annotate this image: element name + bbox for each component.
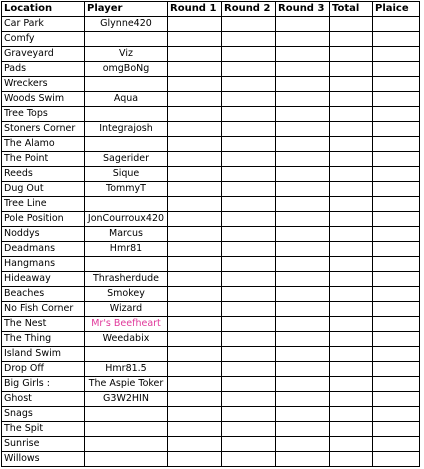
- plaice-cell: [373, 152, 420, 167]
- round-2-cell: [222, 47, 276, 62]
- round-3-cell: [276, 62, 330, 77]
- round-3-cell: [276, 92, 330, 107]
- total-cell: [330, 392, 373, 407]
- round-3-cell: [276, 377, 330, 392]
- plaice-cell: [373, 332, 420, 347]
- table-row: [2, 62, 420, 77]
- round-2-cell: [222, 272, 276, 287]
- round-2-cell: [222, 107, 276, 122]
- player-cell: Viz: [85, 47, 168, 62]
- round-3-cell: [276, 152, 330, 167]
- player-cell: [85, 77, 168, 92]
- round-1-cell: [168, 227, 222, 242]
- location-cell: Ghost: [2, 392, 85, 407]
- plaice-cell: [373, 32, 420, 47]
- round-2-cell: [222, 32, 276, 47]
- total-cell: [330, 62, 373, 77]
- round-1-cell: [168, 107, 222, 122]
- table-row: [2, 32, 420, 47]
- total-cell: [330, 422, 373, 437]
- location-cell: Wreckers: [2, 77, 85, 92]
- round-2-cell: [222, 92, 276, 107]
- table-row: [2, 257, 420, 272]
- header-player: Player: [85, 2, 168, 17]
- total-cell: [330, 47, 373, 62]
- location-cell: Hideaway: [2, 272, 85, 287]
- round-2-cell: [222, 242, 276, 257]
- table-row: [2, 152, 420, 167]
- round-2-cell: [222, 407, 276, 422]
- plaice-cell: [373, 47, 420, 62]
- round-3-cell: [276, 452, 330, 467]
- plaice-cell: [373, 347, 420, 362]
- table-row: [2, 137, 420, 152]
- total-cell: [330, 302, 373, 317]
- round-3-cell: [276, 302, 330, 317]
- plaice-cell: [373, 122, 420, 137]
- total-cell: [330, 122, 373, 137]
- player-cell: [85, 257, 168, 272]
- fishing-draw-table: [1, 1, 420, 467]
- header-round-1: Round 1: [168, 2, 222, 17]
- location-cell: Island Swim: [2, 347, 85, 362]
- round-1-cell: [168, 362, 222, 377]
- header-total: Total: [330, 2, 373, 17]
- location-cell: Big Girls :: [2, 377, 85, 392]
- plaice-cell: [373, 362, 420, 377]
- location-cell: Comfy: [2, 32, 85, 47]
- total-cell: [330, 32, 373, 47]
- total-cell: [330, 317, 373, 332]
- location-cell: The Thing: [2, 332, 85, 347]
- round-1-cell: [168, 77, 222, 92]
- plaice-cell: [373, 422, 420, 437]
- player-cell: Sique: [85, 167, 168, 182]
- round-2-cell: [222, 17, 276, 32]
- location-cell: Willows: [2, 452, 85, 467]
- table-row: [2, 317, 420, 332]
- plaice-cell: [373, 182, 420, 197]
- round-3-cell: [276, 347, 330, 362]
- location-cell: The Spit: [2, 422, 85, 437]
- round-1-cell: [168, 257, 222, 272]
- plaice-cell: [373, 167, 420, 182]
- total-cell: [330, 107, 373, 122]
- round-2-cell: [222, 287, 276, 302]
- table-row: [2, 17, 420, 32]
- round-3-cell: [276, 407, 330, 422]
- round-2-cell: [222, 362, 276, 377]
- round-3-cell: [276, 182, 330, 197]
- round-2-cell: [222, 212, 276, 227]
- player-cell: [85, 347, 168, 362]
- round-2-cell: [222, 302, 276, 317]
- total-cell: [330, 152, 373, 167]
- location-cell: The Alamo: [2, 137, 85, 152]
- round-3-cell: [276, 167, 330, 182]
- round-2-cell: [222, 122, 276, 137]
- total-cell: [330, 242, 373, 257]
- round-1-cell: [168, 47, 222, 62]
- table-row: [2, 122, 420, 137]
- round-3-cell: [276, 287, 330, 302]
- plaice-cell: [373, 302, 420, 317]
- location-cell: Deadmans: [2, 242, 85, 257]
- total-cell: [330, 362, 373, 377]
- round-3-cell: [276, 332, 330, 347]
- round-2-cell: [222, 182, 276, 197]
- round-3-cell: [276, 437, 330, 452]
- round-1-cell: [168, 242, 222, 257]
- player-cell: Weedabix: [85, 332, 168, 347]
- round-1-cell: [168, 287, 222, 302]
- total-cell: [330, 347, 373, 362]
- player-cell: Marcus: [85, 227, 168, 242]
- table-body: [2, 17, 420, 467]
- header-row: [2, 2, 420, 17]
- table-row: [2, 332, 420, 347]
- table-row: [2, 92, 420, 107]
- total-cell: [330, 197, 373, 212]
- header-round-3: Round 3: [276, 2, 330, 17]
- round-3-cell: [276, 272, 330, 287]
- round-1-cell: [168, 332, 222, 347]
- table-row: [2, 422, 420, 437]
- round-1-cell: [168, 212, 222, 227]
- total-cell: [330, 287, 373, 302]
- player-cell: [85, 107, 168, 122]
- player-cell: [85, 437, 168, 452]
- round-3-cell: [276, 257, 330, 272]
- round-1-cell: [168, 17, 222, 32]
- round-3-cell: [276, 317, 330, 332]
- player-cell: Aqua: [85, 92, 168, 107]
- plaice-cell: [373, 437, 420, 452]
- header-plaice: Plaice: [373, 2, 420, 17]
- total-cell: [330, 17, 373, 32]
- table-row: [2, 242, 420, 257]
- round-2-cell: [222, 347, 276, 362]
- location-cell: The Nest: [2, 317, 85, 332]
- location-cell: Stoners Corner: [2, 122, 85, 137]
- table-row: [2, 362, 420, 377]
- round-2-cell: [222, 77, 276, 92]
- round-3-cell: [276, 392, 330, 407]
- round-2-cell: [222, 62, 276, 77]
- plaice-cell: [373, 287, 420, 302]
- location-cell: Tree Tops: [2, 107, 85, 122]
- plaice-cell: [373, 77, 420, 92]
- player-cell: Thrasherdude: [85, 272, 168, 287]
- total-cell: [330, 332, 373, 347]
- total-cell: [330, 227, 373, 242]
- player-cell: [85, 422, 168, 437]
- round-1-cell: [168, 377, 222, 392]
- plaice-cell: [373, 107, 420, 122]
- round-3-cell: [276, 197, 330, 212]
- player-cell: TommyT: [85, 182, 168, 197]
- table-row: [2, 182, 420, 197]
- plaice-cell: [373, 452, 420, 467]
- round-1-cell: [168, 137, 222, 152]
- location-cell: Beaches: [2, 287, 85, 302]
- round-2-cell: [222, 152, 276, 167]
- round-1-cell: [168, 197, 222, 212]
- table-row: [2, 47, 420, 62]
- round-2-cell: [222, 317, 276, 332]
- total-cell: [330, 257, 373, 272]
- location-cell: Woods Swim: [2, 92, 85, 107]
- round-1-cell: [168, 452, 222, 467]
- total-cell: [330, 92, 373, 107]
- location-cell: Drop Off: [2, 362, 85, 377]
- plaice-cell: [373, 17, 420, 32]
- player-cell: [85, 32, 168, 47]
- round-1-cell: [168, 182, 222, 197]
- location-cell: Graveyard: [2, 47, 85, 62]
- plaice-cell: [373, 92, 420, 107]
- total-cell: [330, 212, 373, 227]
- table-row: [2, 347, 420, 362]
- round-2-cell: [222, 377, 276, 392]
- location-cell: Tree Line: [2, 197, 85, 212]
- total-cell: [330, 407, 373, 422]
- plaice-cell: [373, 392, 420, 407]
- player-cell: JonCourroux420: [85, 212, 168, 227]
- total-cell: [330, 377, 373, 392]
- round-3-cell: [276, 422, 330, 437]
- plaice-cell: [373, 317, 420, 332]
- round-1-cell: [168, 272, 222, 287]
- location-cell: Dug Out: [2, 182, 85, 197]
- total-cell: [330, 77, 373, 92]
- round-3-cell: [276, 32, 330, 47]
- plaice-cell: [373, 137, 420, 152]
- player-cell: Wizard: [85, 302, 168, 317]
- table-row: [2, 272, 420, 287]
- round-3-cell: [276, 47, 330, 62]
- total-cell: [330, 437, 373, 452]
- round-3-cell: [276, 362, 330, 377]
- total-cell: [330, 272, 373, 287]
- player-cell: Glynne420: [85, 17, 168, 32]
- round-2-cell: [222, 452, 276, 467]
- round-1-cell: [168, 437, 222, 452]
- table-row: [2, 437, 420, 452]
- round-1-cell: [168, 392, 222, 407]
- total-cell: [330, 452, 373, 467]
- plaice-cell: [373, 407, 420, 422]
- plaice-cell: [373, 227, 420, 242]
- table-row: [2, 377, 420, 392]
- table-row: [2, 392, 420, 407]
- location-cell: The Point: [2, 152, 85, 167]
- header-round-2: Round 2: [222, 2, 276, 17]
- plaice-cell: [373, 242, 420, 257]
- table-row: [2, 197, 420, 212]
- total-cell: [330, 137, 373, 152]
- round-2-cell: [222, 422, 276, 437]
- round-2-cell: [222, 167, 276, 182]
- table-row: [2, 287, 420, 302]
- player-cell: [85, 197, 168, 212]
- plaice-cell: [373, 377, 420, 392]
- location-cell: Hangmans: [2, 257, 85, 272]
- plaice-cell: [373, 257, 420, 272]
- player-cell: [85, 407, 168, 422]
- round-2-cell: [222, 227, 276, 242]
- round-3-cell: [276, 17, 330, 32]
- plaice-cell: [373, 272, 420, 287]
- round-1-cell: [168, 302, 222, 317]
- player-cell: [85, 137, 168, 152]
- player-cell: G3W2HIN: [85, 392, 168, 407]
- player-cell: Hmr81: [85, 242, 168, 257]
- table-row: [2, 452, 420, 467]
- player-cell: Hmr81.5: [85, 362, 168, 377]
- player-cell: [85, 452, 168, 467]
- location-cell: Sunrise: [2, 437, 85, 452]
- round-2-cell: [222, 137, 276, 152]
- player-cell: omgBoNg: [85, 62, 168, 77]
- location-cell: Car Park: [2, 17, 85, 32]
- location-cell: Pole Position: [2, 212, 85, 227]
- round-3-cell: [276, 107, 330, 122]
- round-1-cell: [168, 152, 222, 167]
- location-cell: Pads: [2, 62, 85, 77]
- header-location: Location: [2, 2, 85, 17]
- player-cell: Integrajosh: [85, 122, 168, 137]
- plaice-cell: [373, 197, 420, 212]
- round-1-cell: [168, 407, 222, 422]
- round-3-cell: [276, 242, 330, 257]
- round-1-cell: [168, 317, 222, 332]
- round-1-cell: [168, 62, 222, 77]
- player-cell: Smokey: [85, 287, 168, 302]
- round-1-cell: [168, 122, 222, 137]
- total-cell: [330, 182, 373, 197]
- player-cell: The Aspie Toker: [85, 377, 168, 392]
- player-cell: Sagerider: [85, 152, 168, 167]
- round-2-cell: [222, 197, 276, 212]
- location-cell: Reeds: [2, 167, 85, 182]
- round-2-cell: [222, 392, 276, 407]
- plaice-cell: [373, 62, 420, 77]
- round-3-cell: [276, 137, 330, 152]
- round-2-cell: [222, 332, 276, 347]
- round-2-cell: [222, 257, 276, 272]
- table-row: [2, 77, 420, 92]
- round-1-cell: [168, 167, 222, 182]
- table-row: [2, 227, 420, 242]
- round-2-cell: [222, 437, 276, 452]
- round-1-cell: [168, 92, 222, 107]
- plaice-cell: [373, 212, 420, 227]
- table-row: [2, 107, 420, 122]
- round-1-cell: [168, 347, 222, 362]
- round-3-cell: [276, 122, 330, 137]
- table-row: [2, 212, 420, 227]
- location-cell: Noddys: [2, 227, 85, 242]
- player-cell: Mr's Beefheart: [85, 317, 168, 332]
- round-1-cell: [168, 422, 222, 437]
- round-3-cell: [276, 77, 330, 92]
- table-row: [2, 302, 420, 317]
- round-3-cell: [276, 212, 330, 227]
- table-row: [2, 407, 420, 422]
- location-cell: No Fish Corner: [2, 302, 85, 317]
- round-1-cell: [168, 32, 222, 47]
- location-cell: Snags: [2, 407, 85, 422]
- round-3-cell: [276, 227, 330, 242]
- total-cell: [330, 167, 373, 182]
- table-row: [2, 167, 420, 182]
